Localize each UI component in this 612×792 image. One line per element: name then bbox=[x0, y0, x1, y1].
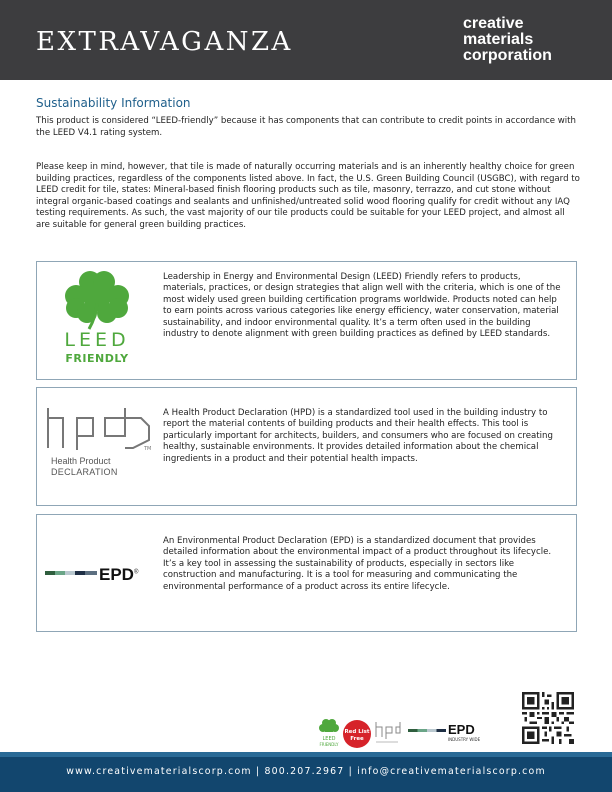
footer-contact[interactable]: www.creativematerialscorp.com | 800.207.2967 | info@creativematerialscorp.com bbox=[66, 766, 546, 777]
footer-bar bbox=[0, 757, 612, 792]
brand-title: EXTRAVAGANZA bbox=[36, 27, 293, 57]
registered-mark: ® bbox=[133, 569, 139, 576]
friendly-small-label: FRIENDLY bbox=[319, 742, 339, 747]
header-bar bbox=[0, 0, 612, 80]
epd-small-text: EPD bbox=[448, 722, 475, 737]
leed-box bbox=[36, 261, 577, 380]
hpd-mark-icon bbox=[45, 406, 153, 454]
section-title: Sustainability Information bbox=[36, 96, 191, 110]
epd-small-stripes bbox=[408, 729, 446, 732]
epd-logo bbox=[45, 562, 145, 584]
hpd-wordmark-bottom: DECLARATION bbox=[51, 467, 118, 477]
hpd-box bbox=[36, 387, 577, 506]
trademark-mark: TM bbox=[144, 446, 152, 452]
epd-small-logo bbox=[408, 724, 488, 748]
red-list-free-label: Free bbox=[350, 736, 364, 742]
epd-box bbox=[36, 514, 577, 632]
epd-stripes-icon bbox=[45, 562, 99, 584]
epd-description: An Environmental Product Declaration (EPD) is a standardized document that provides detailed information about the environmental impact of a product throughout its lifecycle. It’s a key tool in assessing the sustainability of products, especially in sectors like construction and manufacturing. It is a tool for measuring and communicating the environmental performance of a product across its entire lifecycle. bbox=[163, 536, 552, 592]
red-list-label: Red List bbox=[344, 729, 370, 735]
hpd-wordmark-top: Health Product bbox=[51, 456, 111, 466]
leed-small-label: LEED bbox=[322, 736, 336, 742]
leed-friendly-logo bbox=[63, 269, 131, 369]
leed-small-icon bbox=[318, 718, 340, 748]
company-logo-line: corporation bbox=[463, 47, 552, 64]
hpd-logo bbox=[45, 406, 153, 488]
hpd-small-icon bbox=[374, 721, 404, 745]
company-logo-line: creative bbox=[463, 15, 524, 32]
industry-wide-text: INDUSTRY WIDE bbox=[448, 737, 481, 742]
intro-paragraph: This product is considered “LEED-friendly” because it has components that can contribute to credit points in accordance with the LEED V4.1 rating system. bbox=[36, 116, 576, 138]
company-logo[interactable] bbox=[463, 16, 552, 64]
clover-icon bbox=[63, 269, 131, 331]
epd-letters: EPD bbox=[99, 565, 134, 584]
leed-wordmark: LEED bbox=[64, 329, 130, 351]
tile-paragraph: Please keep in mind, however, that tile is made of naturally occurring materials and is an inherently healthy choice for green building practices, regardless of the components listed above. In fact, the U.S. Green Building Council (USGBC), with regard to LEED credit for tile, states: Mineral-based finish flooring products such as tile, masonry, terrazzo, and cut stone without integral organic-based coatings and sealants and unfinished/untreated solid wood flooring qualify for credit without any IAQ testing requirements. As such, the vast majority of our tile products could be suitable for your LEED project, and almost all are suitable for general green building practices. bbox=[36, 162, 580, 230]
friendly-wordmark: FRIENDLY bbox=[65, 352, 129, 365]
epd-wordmark bbox=[99, 565, 138, 585]
company-logo-line: materials bbox=[463, 31, 534, 48]
qr-code[interactable] bbox=[522, 692, 574, 744]
hpd-description: A Health Product Declaration (HPD) is a standardized tool used in the building industry to report the material contents of building products and their health effects. This tool is particularly important for architects, builders, and consumers who are focused on creating healthy, sustainable environments. It provides detailed information about the chemical ingredients in a product and their potential health impacts. bbox=[163, 408, 553, 464]
certification-logos bbox=[318, 716, 493, 750]
red-list-free-icon bbox=[342, 719, 372, 749]
leed-description: Leadership in Energy and Environmental Design (LEED) Friendly refers to products, materials, practices, or design strategies that align well with the criteria, which is one of the most widely used green building certification programs worldwide. Products noted can help to earn points across various categories like energy efficiency, water conservation, material sustainability, and indoor environmental quality. It’s a term often used in the building industry to denote alignment with green building practices as defined by LEED standards. bbox=[163, 272, 561, 340]
